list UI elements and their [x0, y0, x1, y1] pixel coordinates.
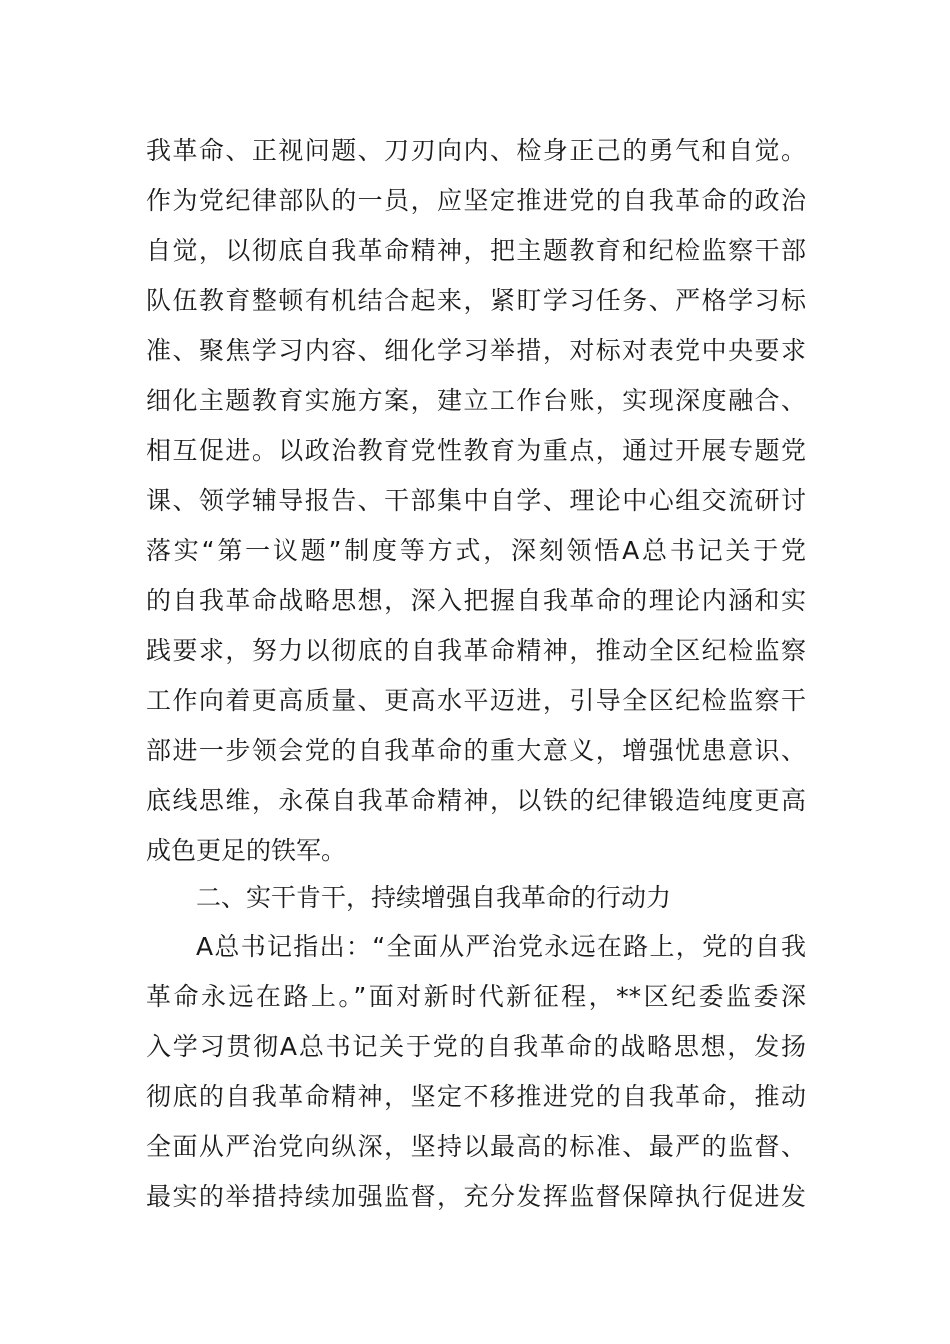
- paragraph-line: 的自我革命战略思想，深入把握自我革命的理论内涵和实: [146, 586, 806, 615]
- paragraph-line: 作为党纪律部队的一员，应坚定推进党的自我革命的政治: [146, 186, 806, 215]
- paragraph-line: 细化主题教育实施方案，建立工作台账，实现深度融合、: [146, 386, 806, 415]
- paragraph-line: 队伍教育整顿有机结合起来，紧盯学习任务、严格学习标: [146, 286, 806, 315]
- paragraph-line: A总书记指出：“全面从严治党永远在路上，党的自我: [196, 932, 806, 961]
- paragraph-line: 课、领学辅导报告、干部集中自学、理论中心组交流研讨: [146, 486, 806, 515]
- paragraph-line: 工作向着更高质量、更高水平迈进，引导全区纪检监察干: [146, 686, 806, 715]
- paragraph-line: 自觉，以彻底自我革命精神，把主题教育和纪检监察干部: [146, 236, 806, 265]
- paragraph-line: 全面从严治党向纵深，坚持以最高的标准、最严的监督、: [146, 1132, 806, 1161]
- paragraph-line: 落实“第一议题”制度等方式，深刻领悟A总书记关于党: [146, 536, 806, 565]
- paragraph-line: 底线思维，永葆自我革命精神，以铁的纪律锻造纯度更高: [146, 786, 806, 815]
- section-heading: 二、实干肯干，持续增强自我革命的行动力: [196, 883, 672, 912]
- paragraph-line: 成色更足的铁军。: [146, 836, 347, 865]
- paragraph-line: 最实的举措持续加强监督，充分发挥监督保障执行促进发: [146, 1182, 806, 1211]
- paragraph-line: 革命永远在路上。”面对新时代新征程，**区纪委监委深: [146, 982, 806, 1011]
- paragraph-line: 彻底的自我革命精神，坚定不移推进党的自我革命，推动: [146, 1082, 806, 1111]
- paragraph-line: 我革命、正视问题、刀刃向内、检身正己的勇气和自觉。: [146, 136, 806, 165]
- paragraph-line: 入学习贯彻A总书记关于党的自我革命的战略思想，发扬: [146, 1032, 806, 1061]
- paragraph-line: 践要求，努力以彻底的自我革命精神，推动全区纪检监察: [146, 636, 806, 665]
- paragraph-line: 准、聚焦学习内容、细化学习举措，对标对表党中央要求: [146, 336, 806, 365]
- paragraph-line: 部进一步领会党的自我革命的重大意义，增强忧患意识、: [146, 736, 806, 765]
- paragraph-line: 相互促进。以政治教育党性教育为重点，通过开展专题党: [146, 436, 806, 465]
